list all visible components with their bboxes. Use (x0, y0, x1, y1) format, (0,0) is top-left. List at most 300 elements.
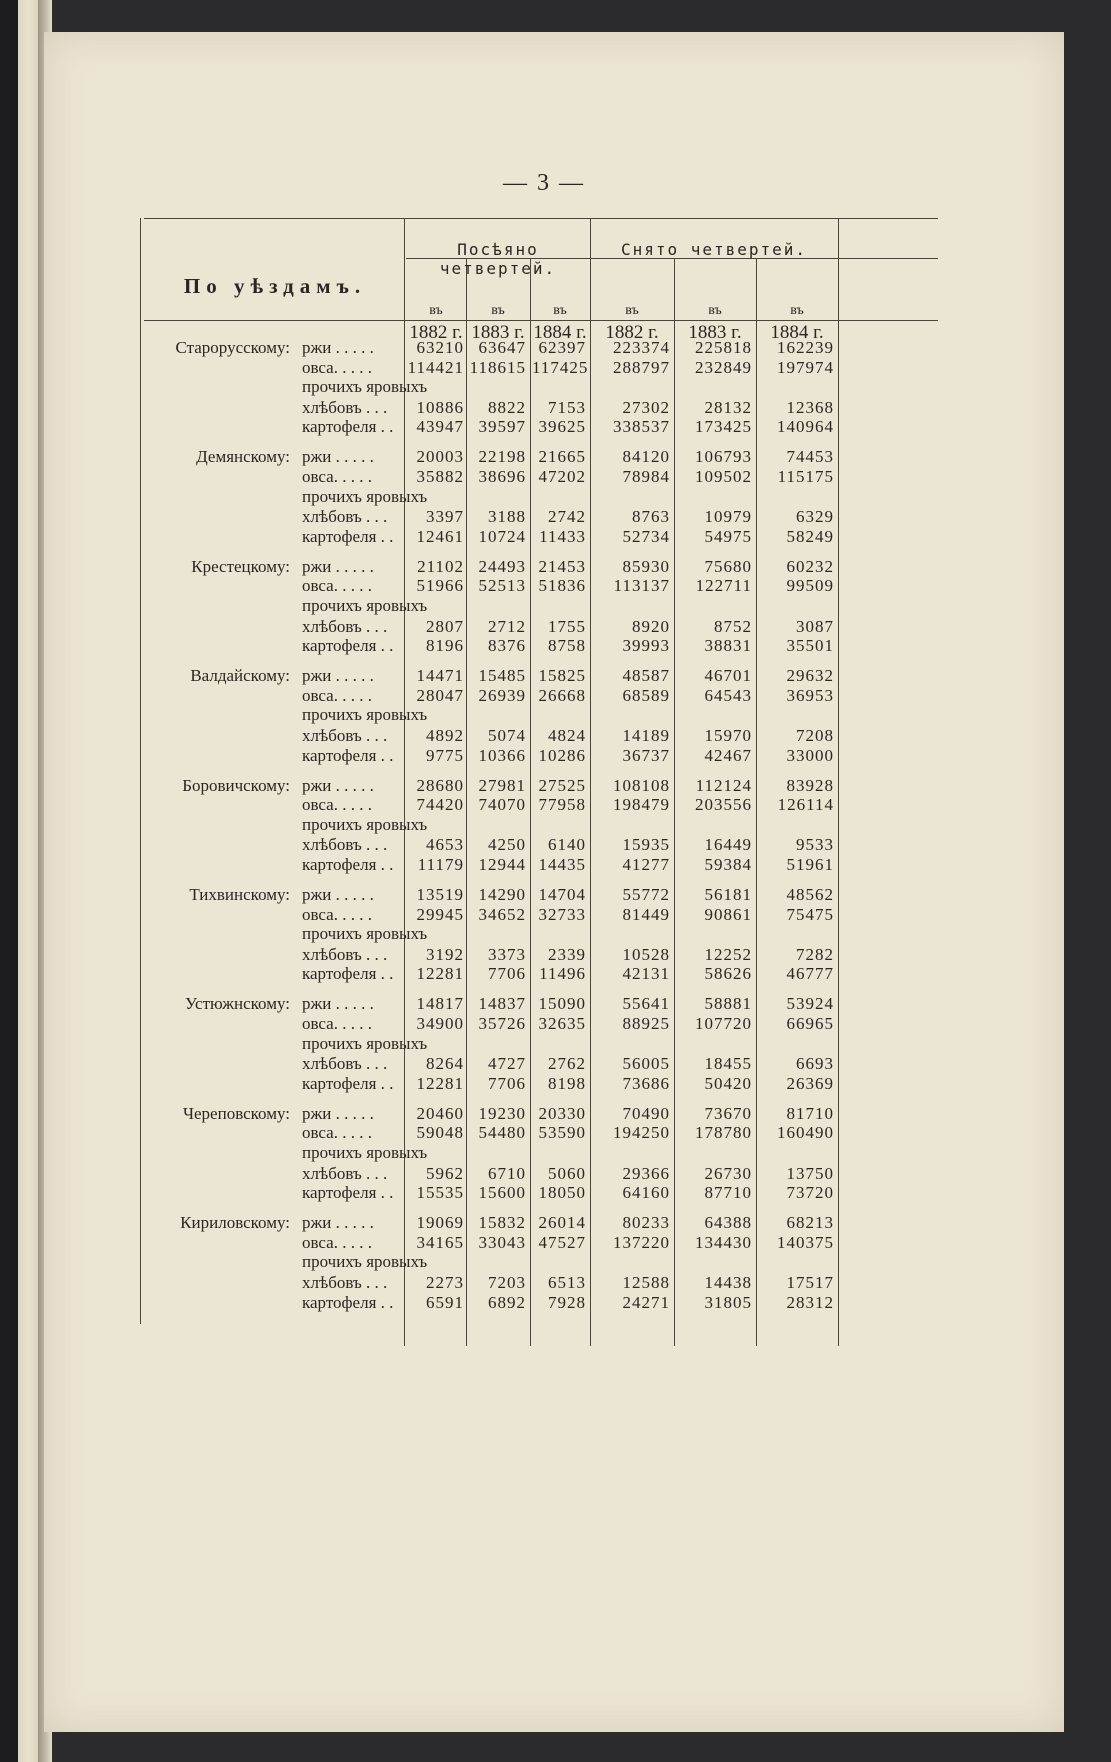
cell-value: 35882 (416, 467, 464, 486)
cell-value: 38696 (478, 467, 526, 486)
row-other-label (144, 924, 938, 946)
cell-value: 8920 (632, 616, 670, 636)
cell-value: 42131 (622, 964, 670, 984)
cell-value: 43947 (416, 417, 464, 437)
cell-value: 64388 (704, 1213, 752, 1233)
row-other-label (144, 596, 938, 618)
cell-value: 3188 (488, 507, 526, 527)
cell-value: 15832 (478, 1213, 526, 1233)
cell-value: 2742 (548, 507, 586, 527)
cell-value: 3087 (796, 616, 834, 636)
cell-value: 66965 (786, 1014, 834, 1033)
cell-value: 29632 (786, 666, 834, 686)
crop-label: прочихъ яровыхъ (302, 486, 428, 506)
cell-value: 27302 (622, 397, 670, 417)
cell-value: 39625 (538, 417, 586, 437)
row-other-label (144, 377, 938, 399)
cell-value: 4250 (488, 835, 526, 855)
cell-value: 35501 (786, 636, 834, 656)
crop-label: хлѣбовъ . . . (302, 1163, 388, 1183)
crop-label: прочихъ яровыхъ (302, 814, 428, 834)
cell-value: 2807 (426, 616, 464, 636)
harvest-group-header: Снято четвертей. (620, 240, 808, 259)
cell-value: 14435 (538, 854, 586, 874)
cell-value: 88925 (622, 1014, 670, 1033)
cell-value: 27525 (538, 775, 586, 795)
cell-value: 55641 (622, 994, 670, 1014)
cell-value: 160490 (777, 1123, 834, 1143)
cell-value: 9775 (426, 745, 464, 765)
cell-value: 232849 (695, 357, 752, 377)
crop-label: прочихъ яровыхъ (302, 1143, 428, 1162)
cell-value: 6892 (488, 1292, 526, 1312)
year-value: 1882 г. (605, 322, 659, 343)
cell-value: 87710 (704, 1183, 752, 1203)
cell-value: 6513 (548, 1272, 586, 1292)
cell-value: 17517 (786, 1272, 834, 1292)
book-page (44, 32, 1064, 1732)
cell-value: 140375 (777, 1232, 834, 1252)
cell-value: 178780 (695, 1123, 752, 1143)
cell-value: 10724 (478, 526, 526, 546)
crop-label: картофеля . . (302, 636, 394, 656)
cell-value: 197974 (777, 357, 834, 377)
cell-value: 27981 (478, 775, 526, 795)
cell-value: 5074 (488, 725, 526, 745)
cell-value: 6140 (548, 835, 586, 855)
cell-value: 3397 (426, 507, 464, 527)
cell-value: 51966 (416, 576, 464, 596)
district-name: Кириловскому: (180, 1213, 290, 1233)
cell-value: 15970 (704, 725, 752, 745)
cell-value: 5060 (548, 1163, 586, 1183)
cell-value: 75680 (704, 556, 752, 576)
cell-value: 12588 (622, 1272, 670, 1292)
crop-label: хлѣбовъ . . . (302, 616, 388, 636)
year-value: 1883 г. (471, 322, 525, 343)
cell-value: 33043 (478, 1232, 526, 1252)
cell-value: 7706 (488, 1073, 526, 1093)
cell-value: 8822 (488, 397, 526, 417)
cell-value: 107720 (695, 1014, 752, 1033)
crop-label: овса. . . . . (302, 1014, 372, 1033)
cell-value: 51961 (786, 854, 834, 874)
cell-value: 115175 (777, 467, 834, 486)
cell-value: 56181 (704, 885, 752, 904)
year-value: 1884 г. (533, 322, 587, 343)
cell-value: 75475 (786, 904, 834, 924)
crop-label: прочихъ яровыхъ (302, 705, 428, 725)
cell-value: 2273 (426, 1272, 464, 1292)
cell-value: 22198 (478, 447, 526, 467)
cell-value: 19069 (416, 1213, 464, 1233)
page-number: — 3 — (503, 170, 585, 196)
row-other-label (144, 705, 938, 727)
harvest-table (144, 218, 938, 1488)
cell-value: 26369 (786, 1073, 834, 1093)
cell-value: 4653 (426, 835, 464, 855)
crop-label: ржи . . . . . (302, 556, 374, 576)
cell-value: 54480 (478, 1123, 526, 1143)
cell-value: 85930 (622, 556, 670, 576)
cell-value: 8758 (548, 636, 586, 656)
cell-value: 24271 (622, 1292, 670, 1312)
cell-value: 2339 (548, 944, 586, 964)
cell-value: 15935 (622, 835, 670, 855)
cell-value: 14290 (478, 885, 526, 904)
cell-value: 56005 (622, 1054, 670, 1074)
year-value: 1884 г. (770, 322, 824, 343)
cell-value: 34652 (478, 904, 526, 924)
cell-value: 73670 (704, 1103, 752, 1123)
crop-label: овса. . . . . (302, 904, 372, 924)
crop-label: овса. . . . . (302, 685, 372, 705)
cell-value: 6693 (796, 1054, 834, 1074)
cell-value: 52734 (622, 526, 670, 546)
cell-value: 2762 (548, 1054, 586, 1074)
cell-value: 126114 (777, 795, 834, 815)
cell-value: 70490 (622, 1103, 670, 1123)
cell-value: 288797 (613, 357, 670, 377)
row-potato (144, 636, 938, 658)
cell-value: 29366 (622, 1163, 670, 1183)
crop-label: прочихъ яровыхъ (302, 1252, 428, 1272)
cell-value: 14837 (478, 994, 526, 1014)
crop-label: хлѣбовъ . . . (302, 507, 388, 527)
crop-label: хлѣбовъ . . . (302, 835, 388, 855)
cell-value: 39597 (478, 417, 526, 437)
crop-label: овса. . . . . (302, 576, 372, 596)
cell-value: 74070 (478, 795, 526, 815)
row-potato (144, 964, 938, 986)
cell-value: 20003 (416, 447, 464, 467)
crop-label: овса. . . . . (302, 795, 372, 815)
year-prefix: въ (429, 303, 443, 318)
sown-group-header: Посѣяно четвертей. (439, 240, 557, 278)
crop-label: ржи . . . . . (302, 994, 374, 1014)
cell-value: 64543 (704, 685, 752, 705)
cell-value: 21453 (538, 556, 586, 576)
cell-value: 109502 (695, 467, 752, 486)
year-prefix: въ (790, 303, 804, 318)
cell-value: 29945 (416, 904, 464, 924)
cell-value: 2712 (488, 616, 526, 636)
crop-label: прочихъ яровыхъ (302, 377, 428, 397)
crop-label: ржи . . . . . (302, 1213, 374, 1233)
cell-value: 81710 (786, 1103, 834, 1123)
cell-value: 12252 (704, 944, 752, 964)
cell-value: 62397 (538, 338, 586, 357)
cell-value: 84120 (622, 447, 670, 467)
cell-value: 8196 (426, 636, 464, 656)
cell-value: 15825 (538, 666, 586, 686)
cell-value: 4824 (548, 725, 586, 745)
cell-value: 99509 (786, 576, 834, 596)
cell-value: 12368 (786, 397, 834, 417)
year-prefix: въ (553, 303, 567, 318)
cell-value: 108108 (613, 775, 670, 795)
cell-value: 68589 (622, 685, 670, 705)
cell-value: 114421 (407, 357, 464, 377)
cell-value: 13750 (786, 1163, 834, 1183)
row-potato (144, 1183, 938, 1205)
cell-value: 58626 (704, 964, 752, 984)
cell-value: 34900 (416, 1014, 464, 1033)
cell-value: 134430 (695, 1232, 752, 1252)
crop-label: картофеля . . (302, 1292, 394, 1312)
cell-value: 137220 (613, 1232, 670, 1252)
table-left-rule (140, 218, 141, 1324)
cell-value: 118615 (469, 357, 526, 377)
cell-value: 31805 (704, 1292, 752, 1312)
cell-value: 140964 (777, 417, 834, 437)
crop-label: картофеля . . (302, 745, 394, 765)
cell-value: 19230 (478, 1103, 526, 1123)
cell-value: 1755 (548, 616, 586, 636)
cell-value: 15485 (478, 666, 526, 686)
cell-value: 52513 (478, 576, 526, 596)
cell-value: 33000 (786, 745, 834, 765)
cell-value: 3192 (426, 944, 464, 964)
crop-label: прочихъ яровыхъ (302, 924, 428, 944)
cell-value: 21102 (417, 556, 464, 576)
cell-value: 7203 (488, 1272, 526, 1292)
cell-value: 68213 (786, 1213, 834, 1233)
cell-value: 21665 (538, 447, 586, 467)
crop-label: картофеля . . (302, 1183, 394, 1203)
cell-value: 198479 (613, 795, 670, 815)
cell-value: 20460 (416, 1103, 464, 1123)
cell-value: 9533 (796, 835, 834, 855)
year-prefix: въ (708, 303, 722, 318)
cell-value: 8752 (714, 616, 752, 636)
cell-value: 7208 (796, 725, 834, 745)
district-name: Демянскому: (196, 447, 290, 467)
cell-value: 10286 (538, 745, 586, 765)
cell-value: 36953 (786, 685, 834, 705)
cell-value: 15600 (478, 1183, 526, 1203)
cell-value: 59384 (704, 854, 752, 874)
cell-value: 6329 (796, 507, 834, 527)
cell-value: 59048 (416, 1123, 464, 1143)
cell-value: 106793 (695, 447, 752, 467)
cell-value: 5962 (426, 1163, 464, 1183)
cell-value: 11496 (539, 964, 586, 984)
cell-value: 12944 (478, 854, 526, 874)
cell-value: 11433 (539, 526, 586, 546)
crop-label: прочихъ яровыхъ (302, 596, 428, 615)
cell-value: 10528 (622, 944, 670, 964)
crop-label: хлѣбовъ . . . (302, 944, 388, 964)
cell-value: 13519 (416, 885, 464, 904)
cell-value: 173425 (695, 417, 752, 437)
cell-value: 7282 (796, 944, 834, 964)
cell-value: 8264 (426, 1054, 464, 1074)
row-other-label (144, 487, 938, 509)
year-prefix: въ (625, 303, 639, 318)
cell-value: 32635 (538, 1014, 586, 1033)
cell-value: 51836 (538, 576, 586, 596)
row-potato (144, 746, 938, 768)
crop-label: ржи . . . . . (302, 447, 374, 467)
district-name: Устюжнскому: (185, 994, 290, 1014)
row-potato (144, 1293, 938, 1315)
cell-value: 38831 (704, 636, 752, 656)
cell-value: 18455 (704, 1054, 752, 1074)
district-name: Боровичскому: (182, 775, 290, 795)
crop-label: картофеля . . (302, 526, 394, 546)
cell-value: 77958 (538, 795, 586, 815)
cell-value: 28680 (416, 775, 464, 795)
crop-label: хлѣбовъ . . . (302, 1272, 388, 1292)
year-value: 1883 г. (688, 322, 742, 343)
row-other-label (144, 1252, 938, 1274)
cell-value: 42467 (704, 745, 752, 765)
row-potato (144, 417, 938, 439)
cell-value: 10886 (416, 397, 464, 417)
cell-value: 10366 (478, 745, 526, 765)
row-other-label (144, 815, 938, 837)
crop-label: хлѣбовъ . . . (302, 1054, 388, 1074)
row-potato (144, 855, 938, 877)
cell-value: 54975 (704, 526, 752, 546)
cell-value: 113137 (613, 576, 670, 596)
cell-value: 53590 (538, 1123, 586, 1143)
table-top-rule (144, 218, 938, 219)
cell-value: 55772 (622, 885, 670, 904)
cell-value: 46701 (704, 666, 752, 686)
cell-value: 53924 (786, 994, 834, 1014)
cell-value: 14438 (704, 1272, 752, 1292)
crop-label: картофеля . . (302, 1073, 394, 1093)
row-other-label (144, 1034, 938, 1056)
district-name: Старорусскому: (175, 338, 290, 357)
cell-value: 26014 (538, 1213, 586, 1233)
cell-value: 203556 (695, 795, 752, 815)
book-binding (0, 0, 18, 1762)
cell-value: 28312 (786, 1292, 834, 1312)
cell-value: 73720 (786, 1183, 834, 1203)
cell-value: 7928 (548, 1292, 586, 1312)
cell-value: 225818 (695, 338, 752, 357)
crop-label: картофеля . . (302, 854, 394, 874)
cell-value: 58881 (704, 994, 752, 1014)
row-other-label (144, 1143, 938, 1165)
cell-value: 90861 (704, 904, 752, 924)
cell-value: 14704 (538, 885, 586, 904)
crop-label: хлѣбовъ . . . (302, 725, 388, 745)
crop-label: ржи . . . . . (302, 666, 374, 686)
cell-value: 47202 (538, 467, 586, 486)
cell-value: 15090 (538, 994, 586, 1014)
cell-value: 14817 (416, 994, 464, 1014)
cell-value: 50420 (704, 1073, 752, 1093)
cell-value: 26939 (478, 685, 526, 705)
district-name: Тихвинскому: (189, 885, 290, 904)
cell-value: 74453 (786, 447, 834, 467)
crop-label: овса. . . . . (302, 467, 372, 486)
cell-value: 83928 (786, 775, 834, 795)
cell-value: 12281 (416, 1073, 464, 1093)
cell-value: 162239 (777, 338, 834, 357)
crop-label: ржи . . . . . (302, 1103, 374, 1123)
cell-value: 12461 (416, 526, 464, 546)
cell-value: 194250 (613, 1123, 670, 1143)
cell-value: 18050 (538, 1183, 586, 1203)
cell-value: 26668 (538, 685, 586, 705)
cell-value: 20330 (538, 1103, 586, 1123)
cell-value: 24493 (478, 556, 526, 576)
cell-value: 28047 (416, 685, 464, 705)
cell-value: 4892 (426, 725, 464, 745)
cell-value: 47527 (538, 1232, 586, 1252)
cell-value: 4727 (488, 1054, 526, 1074)
district-name: Крестецкому: (191, 556, 290, 576)
cell-value: 6591 (426, 1292, 464, 1312)
cell-value: 122711 (695, 576, 752, 596)
district-name: Валдайскому: (190, 666, 290, 686)
cell-value: 338537 (613, 417, 670, 437)
cell-value: 80233 (622, 1213, 670, 1233)
cell-value: 3373 (488, 944, 526, 964)
cell-value: 8763 (632, 507, 670, 527)
cell-value: 41277 (622, 854, 670, 874)
cell-value: 12281 (416, 964, 464, 984)
cell-value: 36737 (622, 745, 670, 765)
cell-value: 15535 (416, 1183, 464, 1203)
crop-label: ржи . . . . . (302, 338, 374, 357)
cell-value: 35726 (478, 1014, 526, 1033)
cell-value: 7706 (488, 964, 526, 984)
cell-value: 64160 (622, 1183, 670, 1203)
cell-value: 63210 (416, 338, 464, 357)
cell-value: 26730 (704, 1163, 752, 1183)
district-name: Череповскому: (182, 1103, 290, 1123)
cell-value: 16449 (704, 835, 752, 855)
cell-value: 112124 (695, 775, 752, 795)
cell-value: 8198 (548, 1073, 586, 1093)
cell-value: 223374 (613, 338, 670, 357)
year-prefix: въ (491, 303, 505, 318)
cell-value: 14189 (622, 725, 670, 745)
cell-value: 7153 (548, 397, 586, 417)
crop-label: овса. . . . . (302, 357, 372, 377)
crop-label: картофеля . . (302, 964, 394, 984)
crop-label: овса. . . . . (302, 1123, 372, 1143)
cell-value: 48562 (786, 885, 834, 904)
year-value: 1882 г. (409, 322, 463, 343)
cell-value: 8376 (488, 636, 526, 656)
cell-value: 117425 (532, 357, 589, 377)
district-column-header: По уѣздамъ. (183, 274, 367, 298)
cell-value: 6710 (488, 1163, 526, 1183)
cell-value: 46777 (786, 964, 834, 984)
cell-value: 39993 (622, 636, 670, 656)
cell-value: 73686 (622, 1073, 670, 1093)
cell-value: 60232 (786, 556, 834, 576)
cell-value: 28132 (704, 397, 752, 417)
crop-label: ржи . . . . . (302, 885, 374, 904)
crop-label: овса. . . . . (302, 1232, 372, 1252)
row-potato (144, 527, 938, 549)
crop-label: ржи . . . . . (302, 775, 374, 795)
crop-label: картофеля . . (302, 417, 394, 437)
cell-value: 81449 (622, 904, 670, 924)
cell-value: 10979 (704, 507, 752, 527)
row-potato (144, 1074, 938, 1096)
cell-value: 74420 (416, 795, 464, 815)
cell-value: 34165 (416, 1232, 464, 1252)
